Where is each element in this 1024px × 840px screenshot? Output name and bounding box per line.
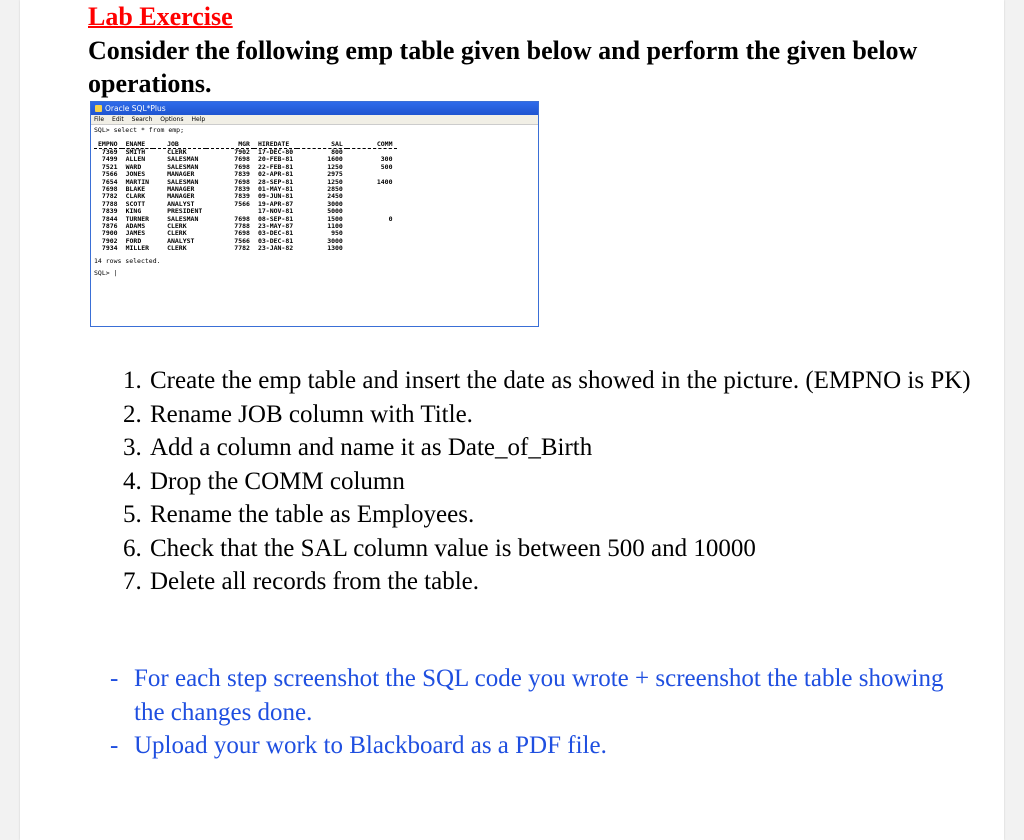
document-page: [20, 0, 1004, 840]
table-cell: 0: [388, 214, 393, 223]
menu-options: Options: [160, 116, 184, 123]
table-cell: 950: [331, 229, 343, 238]
table-cell: ANALYST: [167, 199, 195, 208]
table-cell: 7934: [101, 244, 118, 253]
table-cell: 7844: [101, 214, 118, 223]
col-hiredate: HIREDATE: [254, 141, 297, 149]
table-cell: CLERK: [167, 229, 187, 238]
table-cell: CLERK: [167, 148, 187, 156]
table-cell: MARTIN: [125, 177, 150, 186]
table-cell: 17-NOV-81: [257, 207, 294, 216]
table-cell: 7566: [234, 199, 250, 208]
table-cell: 19-APR-87: [257, 199, 294, 208]
table-cell: SALESMAN: [167, 155, 199, 164]
table-cell: 23-JAN-82: [257, 244, 294, 253]
lab-heading: Lab Exercise: [88, 2, 233, 31]
table-cell: 7654: [101, 177, 118, 186]
task-item: 3. Add a column and name it as Date_of_Birth: [148, 431, 978, 465]
col-comm: COMM: [347, 141, 397, 149]
table-cell: 1250: [327, 162, 343, 171]
table-cell: SCOTT: [125, 199, 146, 208]
sqlplus-screenshot: [90, 101, 539, 327]
task-item: 5. Rename the table as Employees.: [148, 498, 978, 532]
sqlplus-menubar: [91, 115, 538, 125]
table-cell: 2850: [327, 185, 343, 194]
table-cell: 7902: [101, 236, 118, 245]
table-cell: 2975: [327, 170, 343, 179]
table-cell: 09-JUN-81: [257, 192, 294, 201]
task-item: 4. Drop the COMM column: [148, 465, 978, 499]
table-cell: CLERK: [167, 244, 187, 253]
table-cell: 2450: [327, 192, 343, 201]
table-cell: 7782: [234, 244, 250, 253]
table-cell: WARD: [125, 162, 142, 171]
table-cell: 7369: [101, 148, 118, 156]
table-cell: FORD: [125, 236, 142, 245]
note-item: - For each step screenshot the SQL code you wrote + screenshot the table showing the changes done.: [104, 662, 954, 729]
task-item: 1. Create the emp table and insert the date as showed in the picture. (EMPNO is PK): [148, 364, 978, 398]
table-cell: SALESMAN: [167, 214, 199, 223]
table-cell: 22-FEB-81: [257, 162, 294, 171]
table-cell: 7698: [234, 177, 250, 186]
table-cell: 1400: [376, 177, 393, 186]
note-item: - Upload your work to Blackboard as a PDF file.: [104, 729, 954, 763]
table-cell: 03-DEC-81: [257, 229, 294, 238]
instruction-notes: [104, 662, 954, 763]
table-cell: 7698: [234, 214, 250, 223]
oracle-app-icon: [95, 105, 102, 112]
sql-prompt: SQL> |: [94, 269, 118, 278]
table-cell: [347, 245, 397, 252]
table-cell: JONES: [125, 170, 146, 179]
col-job: JOB: [153, 141, 206, 149]
intro-text: Consider the following emp table given below and perform the given below operations.: [88, 36, 918, 98]
table-cell: 500: [380, 162, 393, 171]
table-cell: MILLER: [125, 244, 150, 253]
table-cell: [347, 193, 397, 200]
table-cell: SALESMAN: [167, 177, 199, 186]
table-cell: ANALYST: [167, 236, 195, 245]
table-cell: 3000: [327, 199, 343, 208]
menu-search: Search: [131, 116, 153, 123]
sql-command: SQL> select * from emp;: [94, 126, 185, 134]
col-mgr: MGR: [206, 141, 254, 149]
table-cell: [347, 230, 397, 237]
table-cell: 7839: [234, 170, 250, 179]
table-cell: 7788: [101, 199, 118, 208]
table-cell: CLARK: [125, 192, 146, 201]
table-cell: 7876: [101, 222, 118, 231]
task-item: 7. Delete all records from the table.: [148, 565, 978, 599]
table-cell: JAMES: [125, 229, 146, 238]
table-cell: PRESIDENT: [167, 207, 203, 216]
table-cell: 7839: [234, 192, 250, 201]
table-cell: 7782: [101, 192, 118, 201]
table-cell: [347, 201, 397, 208]
emp-table-body: [94, 149, 397, 253]
task-item: 6. Check that the SAL column value is between 500 and 10000: [148, 532, 978, 566]
table-cell: 7698: [234, 229, 250, 238]
table-cell: 23-MAY-87: [257, 222, 294, 231]
table-cell: BLAKE: [125, 185, 146, 194]
task-item: 2. Rename JOB column with Title.: [148, 398, 978, 432]
table-cell: 800: [331, 148, 343, 156]
emp-table: [94, 141, 397, 253]
table-cell: 7698: [101, 185, 118, 194]
table-cell: 01-MAY-81: [257, 185, 294, 194]
sqlplus-titlebar: [91, 102, 538, 115]
table-cell: KING: [125, 207, 142, 216]
table-cell: 1250: [327, 177, 343, 186]
menu-edit: Edit: [112, 116, 124, 123]
table-cell: ADAMS: [125, 222, 146, 231]
table-cell: 03-DEC-81: [257, 236, 294, 245]
table-cell: TURNER: [125, 214, 150, 223]
table-row: [94, 245, 397, 252]
table-cell: 1100: [327, 222, 343, 231]
table-cell: 5000: [327, 207, 343, 216]
table-cell: 7566: [101, 170, 118, 179]
table-cell: 7698: [234, 155, 250, 164]
table-cell: SALESMAN: [167, 162, 199, 171]
table-cell: 7900: [101, 229, 118, 238]
table-cell: MANAGER: [167, 170, 195, 179]
rows-selected-text: 14 rows selected.: [94, 256, 161, 265]
table-cell: 7839: [234, 185, 250, 194]
table-cell: 1500: [327, 214, 343, 223]
menu-file: File: [94, 116, 105, 123]
table-cell: 7698: [234, 162, 250, 171]
table-cell: 1600: [327, 155, 343, 164]
table-cell: 17-DEC-80: [257, 148, 294, 156]
table-cell: [347, 223, 397, 230]
col-sal: SAL: [297, 141, 347, 149]
sqlplus-title: Oracle SQL*Plus: [105, 104, 166, 113]
table-cell: 7521: [101, 162, 118, 171]
table-cell: 08-SEP-81: [257, 214, 294, 223]
table-cell: 3000: [327, 236, 343, 245]
table-cell: 28-SEP-81: [257, 177, 294, 186]
col-empno: EMPNO: [94, 141, 122, 149]
table-cell: 7499: [101, 155, 118, 164]
table-cell: 7566: [234, 236, 250, 245]
table-cell: [347, 186, 397, 193]
table-cell: [347, 238, 397, 245]
table-cell: 7839: [101, 207, 118, 216]
table-cell: MANAGER: [167, 185, 195, 194]
table-cell: 1300: [327, 244, 343, 253]
table-cell: 7902: [234, 148, 250, 156]
table-cell: MANAGER: [167, 192, 195, 201]
sqlplus-console: [91, 125, 538, 280]
task-list: [120, 364, 978, 599]
col-ename: ENAME: [122, 141, 153, 149]
table-cell: 300: [380, 155, 393, 164]
table-cell: 02-APR-81: [257, 170, 294, 179]
menu-help: Help: [191, 116, 206, 123]
table-cell: 7788: [234, 222, 250, 231]
table-cell: SMITH: [125, 148, 146, 156]
table-cell: CLERK: [167, 222, 187, 231]
table-cell: ALLEN: [125, 155, 146, 164]
table-cell: 20-FEB-81: [257, 155, 294, 164]
